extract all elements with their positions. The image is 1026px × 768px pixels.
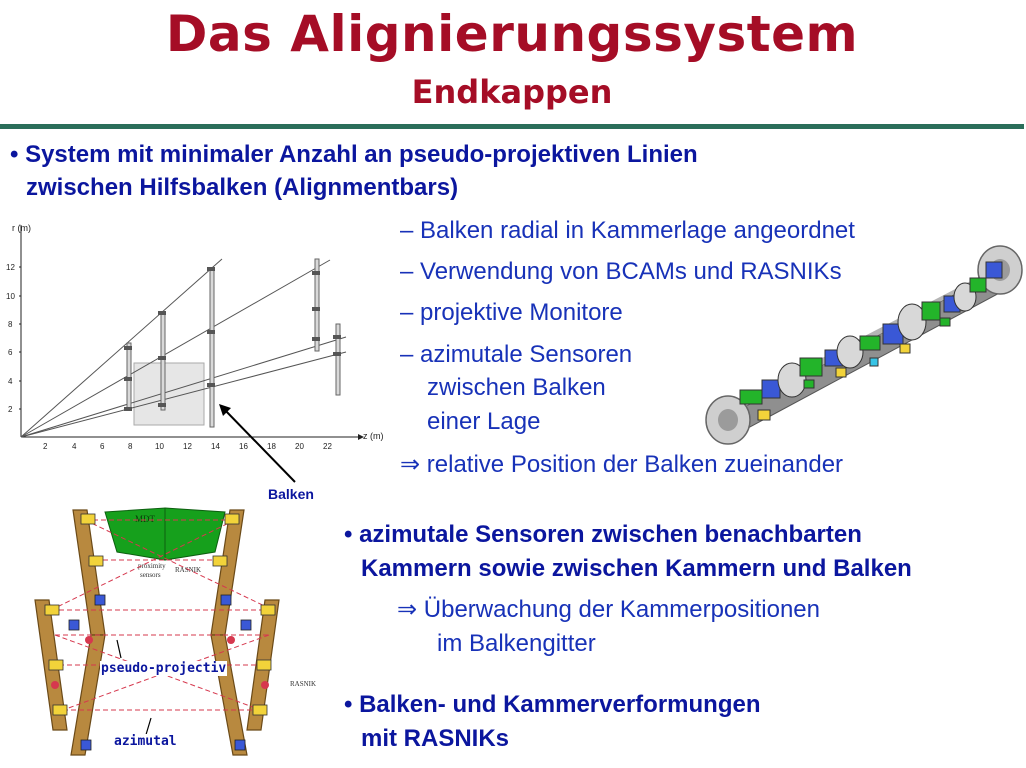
projective-lines-plot <box>0 215 384 460</box>
y-axis-label: r (m) <box>12 223 31 233</box>
alignment-grid-diagram <box>25 500 315 765</box>
bullet-dot: • <box>344 521 360 548</box>
balken-bar-left-upper <box>73 510 105 635</box>
azimutal-label: azimutal <box>114 734 177 749</box>
x-tick-label: 12 <box>183 442 192 451</box>
bullet-1 <box>10 139 698 171</box>
alignment-bar <box>210 269 214 427</box>
balken-bar-left-lower <box>71 635 105 755</box>
y-tick-label: 10 <box>6 292 15 301</box>
y-tick-label: 8 <box>8 320 13 329</box>
mdt-label: MDT <box>135 514 155 524</box>
balken-bar-right-lower <box>211 635 247 755</box>
sub-item-4-line-3: einer Lage <box>427 408 541 435</box>
balken-label: Balken <box>268 486 314 502</box>
x-tick-label: 8 <box>128 442 133 451</box>
x-tick-label: 16 <box>239 442 248 451</box>
alignment-bar <box>127 343 131 410</box>
proximity-label-2: sensors <box>140 571 161 579</box>
sub-item-2: – Verwendung von BCAMs und RASNIKs <box>400 258 842 285</box>
x-tick-label: 18 <box>267 442 276 451</box>
rasnik-label-1: RASNIK <box>175 566 202 574</box>
y-tick-label: 4 <box>8 377 13 386</box>
x-tick-label: 10 <box>155 442 164 451</box>
x-tick-label: 14 <box>211 442 220 451</box>
balken-pointer <box>215 400 305 490</box>
bullet-2-line-2: Kammern sowie zwischen Kammern und Balken <box>361 555 912 582</box>
sub-item-4-line-2: zwischen Balken <box>427 374 606 401</box>
rasnik-label-2: RASNIK <box>290 680 317 688</box>
sub-item-3: – projektive Monitore <box>400 299 623 326</box>
y-tick-label: 12 <box>6 263 15 272</box>
bullet-dot: • <box>10 141 26 168</box>
bullet-3 <box>344 689 761 721</box>
sub-item-4-line-1: – azimutale Sensoren <box>400 341 633 368</box>
y-tick-label: 6 <box>8 348 13 357</box>
x-tick-label: 20 <box>295 442 304 451</box>
bullet-2 <box>344 519 862 551</box>
title-divider <box>0 124 1024 129</box>
pseudo-projective-label: pseudo-projectiv <box>101 661 227 676</box>
bullet-3-line-2: mit RASNIKs <box>361 725 510 752</box>
proximity-label-1: proximity <box>138 562 166 570</box>
x-tick-label: 22 <box>323 442 332 451</box>
y-tick-label: 2 <box>8 405 13 414</box>
bullet-3-line-1: Balken- und Kammerverformungen <box>359 691 761 718</box>
bullet-1-line-2: zwischen Hilfsbalken (Alignmentbars) <box>26 174 459 201</box>
sub-item-1: – Balken radial in Kammerlage angeordnet <box>400 217 855 244</box>
page-subtitle: Endkappen <box>411 73 613 111</box>
x-tick-label: 4 <box>72 442 77 451</box>
x-tick-label: 6 <box>100 442 105 451</box>
bullet-2-line-1: azimutale Sensoren zwischen benachbarten <box>359 521 862 548</box>
x-tick-label: 2 <box>43 442 48 451</box>
alignment-bar <box>161 312 165 410</box>
alignment-bar <box>336 324 340 395</box>
x-axis-label: z (m) <box>363 431 384 441</box>
implies-2-line-2: im Balkengitter <box>437 630 596 657</box>
implies-1: ⇒ relative Position der Balken zueinander <box>400 451 844 478</box>
implies-2-line-1: ⇒ Überwachung der Kammerpositionen <box>397 596 820 623</box>
bullet-dot: • <box>344 691 360 718</box>
mdt-chamber-right <box>165 508 225 560</box>
endcap-3d-model-image <box>700 240 1026 455</box>
pseudo-pointer <box>117 640 121 658</box>
chamber-region <box>134 363 204 425</box>
page-title: Das Alignierungssystem <box>165 5 859 63</box>
bullet-1-line-1: System mit minimaler Anzahl an pseudo-projektiven Linien <box>25 141 698 168</box>
